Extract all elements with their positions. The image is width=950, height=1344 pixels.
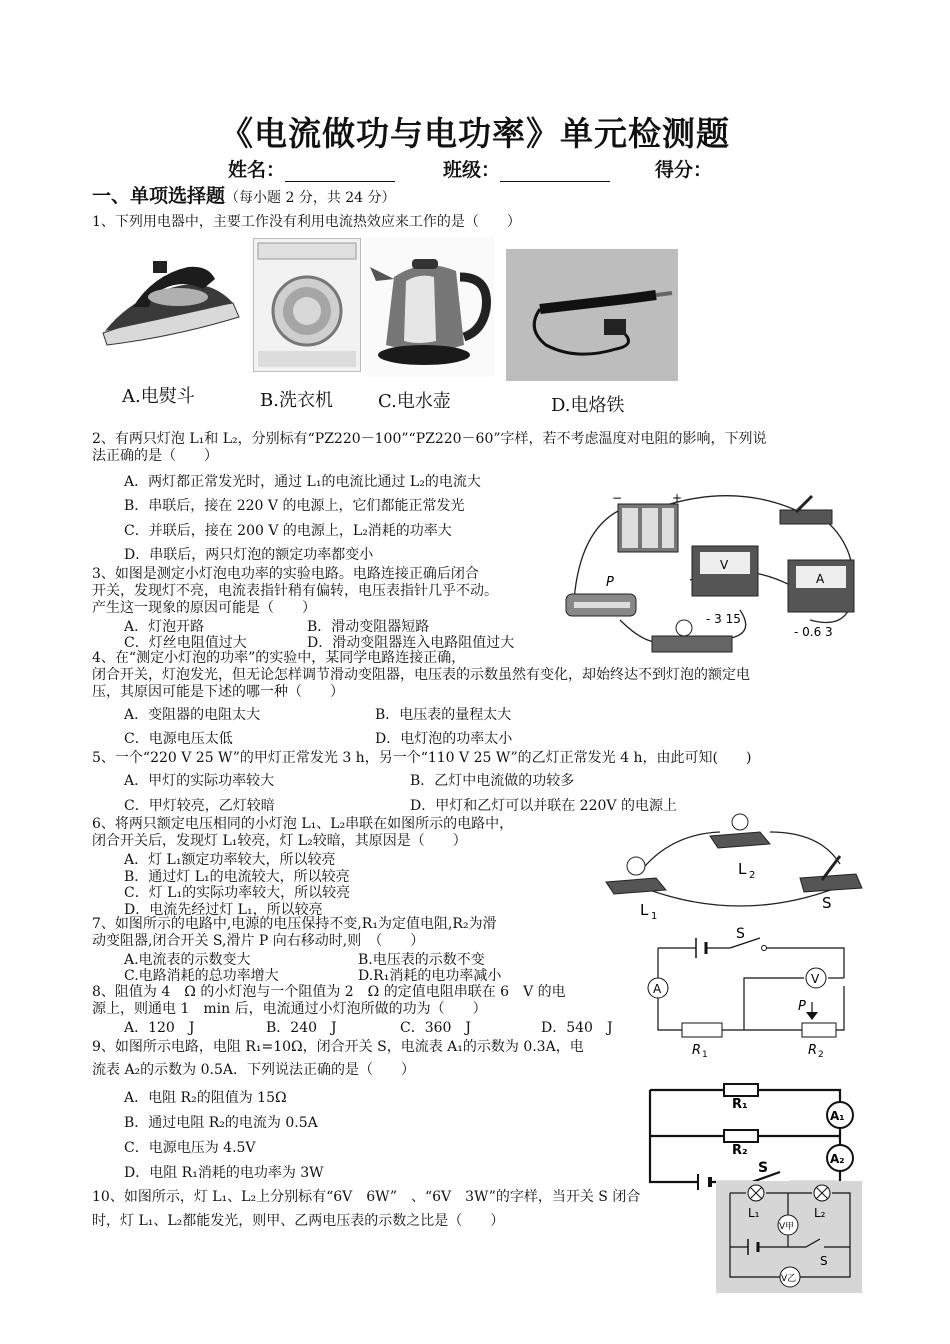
q6-stem-line1: 6、将两只额定电压相同的小灯泡 L₁、L₂串联在如图所示的电路中， bbox=[92, 816, 514, 832]
kettle-image bbox=[364, 237, 494, 377]
q9-r2-label: R₂ bbox=[732, 1143, 748, 1158]
q3-stem-line3: 产生这一现象的原因可能是（ ） bbox=[92, 600, 316, 616]
page-title: 《电流做功与电功率》单元检测题 bbox=[220, 114, 730, 153]
q1-caption-d: D.电烙铁 bbox=[551, 395, 625, 416]
q3-option-b[interactable]: B．滑动变阻器短路 bbox=[307, 619, 430, 635]
q5-stem: 5、一个“220 V 25 W”的甲灯正常发光 3 h，另一个“110 V 25 W”的乙灯正常发光 4 h，由此可知( ) bbox=[92, 750, 752, 766]
q6-option-c[interactable]: C．灯 L₁的实际功率较大，所以较亮 bbox=[124, 885, 351, 901]
q9-r1-label: R₁ bbox=[732, 1097, 748, 1112]
q7-stem-line2: 动变阻器,闭合开关 S,滑片 P 向右移动时,则 （ ） bbox=[92, 933, 425, 949]
q8-option-a[interactable]: A．120 J bbox=[124, 1020, 195, 1036]
q4-option-b[interactable]: B．电压表的量程太大 bbox=[375, 707, 512, 723]
q9-circuit-figure bbox=[640, 1082, 862, 1192]
q7-option-b[interactable]: B.电压表的示数不变 bbox=[358, 952, 485, 968]
q7-slider-label: P bbox=[798, 999, 806, 1014]
q7-ammeter-label: A bbox=[653, 982, 662, 996]
q3-amp-terminals: - 0.6 3 bbox=[794, 625, 833, 639]
q9-option-c[interactable]: C．电源电压为 4.5V bbox=[124, 1140, 256, 1156]
q7-r1-sub: 1 bbox=[702, 1050, 708, 1060]
q7-stem-line1: 7、如图所示的电路中,电源的电压保持不变,R₁为定值电阻,R₂为滑 bbox=[92, 916, 497, 932]
q9-stem-line1: 9、如图所示电路，电阻 R₁=10Ω，闭合开关 S，电流表 A₁的示数为 0.3A，电 bbox=[92, 1039, 584, 1055]
q10-vyi-label: V乙 bbox=[781, 1274, 797, 1284]
section-note: （每小题 2 分，共 24 分） bbox=[225, 190, 396, 206]
q10-vjia-label: V甲 bbox=[779, 1222, 795, 1232]
q9-a1-label: A₁ bbox=[830, 1109, 845, 1123]
q5-option-b[interactable]: B．乙灯中电流做的功较多 bbox=[410, 773, 575, 789]
name-label: 姓名： bbox=[228, 159, 286, 181]
q2-stem-line1: 2、有两只灯泡 L₁和 L₂，分别标有“PZ220－100”“PZ220－60”字样，若不考虑温度对电阻的影响，下列说 bbox=[92, 431, 767, 447]
svg-text:+: + bbox=[672, 491, 683, 505]
class-blank[interactable] bbox=[500, 163, 610, 182]
q2-option-b[interactable]: B．串联后，接在 220 V 的电源上，它们都能正常发光 bbox=[124, 498, 465, 514]
name-field[interactable] bbox=[228, 155, 395, 182]
q1-caption-c: C.电水壶 bbox=[378, 391, 451, 412]
iron-image bbox=[93, 245, 243, 355]
q1-caption-a: A.电熨斗 bbox=[122, 386, 195, 407]
q7-option-d[interactable]: D.R₁消耗的电功率减小 bbox=[358, 968, 502, 984]
q9-a2-label: A₂ bbox=[830, 1152, 845, 1166]
score-label: 得分： bbox=[655, 159, 713, 181]
q6-option-b[interactable]: B．通过灯 L₁的电流较大，所以较亮 bbox=[124, 869, 350, 885]
q4-stem-line2: 闭合开关，灯泡发光，但无论怎样调节滑动变阻器，电压表的示数虽然有变化，却始终达不到灯泡的额定电 bbox=[92, 667, 750, 683]
q10-circuit-figure bbox=[716, 1181, 862, 1293]
q8-stem-line2: 源上，则通电 1 min 后，电流通过小灯泡所做的功为（ ） bbox=[92, 1001, 487, 1017]
svg-text:−: − bbox=[612, 491, 623, 505]
q8-option-c[interactable]: C．360 J bbox=[400, 1020, 472, 1036]
q2-option-a[interactable]: A．两灯都正常发光时，通过 L₁的电流比通过 L₂的电流大 bbox=[124, 474, 481, 490]
q9-stem-line2: 流表 A₂的示数为 0.5A．下列说法正确的是（ ） bbox=[92, 1062, 415, 1078]
section-title: 一、单项选择题 bbox=[92, 185, 226, 207]
q2-option-c[interactable]: C．并联后，接在 200 V 的电源上，L₂消耗的功率大 bbox=[124, 523, 452, 539]
q10-stem-line1: 10、如图所示，灯 L₁、L₂上分别标有“6V 6W” 、“6V 3W”的字样，当开关 S 闭合 bbox=[92, 1189, 641, 1205]
q7-r1-label: R bbox=[692, 1043, 702, 1058]
q4-stem-line1: 4、在“测定小灯泡的功率”的实验中，某同学电路连接正确， bbox=[92, 650, 466, 666]
q3-slider-label: P bbox=[606, 575, 614, 590]
q1-stem: 1、下列用电器中，主要工作没有利用电流热效应来工作的是（ ） bbox=[92, 214, 521, 230]
q6-option-a[interactable]: A．灯 L₁额定功率较大，所以较亮 bbox=[124, 852, 336, 868]
soldering-iron-image bbox=[506, 249, 678, 381]
q10-switch-label: S bbox=[820, 1254, 828, 1268]
q8-option-b[interactable]: B．240 J bbox=[266, 1020, 337, 1036]
q2-option-d[interactable]: D．串联后，两只灯泡的额定功率都变小 bbox=[124, 547, 374, 563]
q3-option-c[interactable]: C．灯丝电阻值过大 bbox=[124, 635, 247, 651]
q6-stem-line2: 闭合开关后，发现灯 L₁较亮，灯 L₂较暗，其原因是（ ） bbox=[92, 833, 467, 849]
q10-stem-line2: 时，灯 L₁、L₂都能发光，则甲、乙两电压表的示数之比是（ ） bbox=[92, 1213, 505, 1229]
q10-l1-label: L₁ bbox=[748, 1206, 760, 1220]
q2-stem-line2: 法正确的是（ ） bbox=[92, 448, 218, 464]
q4-option-d[interactable]: D．电灯泡的功率太小 bbox=[375, 731, 513, 747]
q10-l2-label: L₂ bbox=[814, 1206, 826, 1220]
class-field[interactable] bbox=[443, 155, 610, 182]
q7-circuit-figure bbox=[640, 926, 860, 1060]
q5-option-d[interactable]: D．甲灯和乙灯可以并联在 220V 的电源上 bbox=[410, 798, 677, 814]
q6-circuit-figure bbox=[600, 814, 870, 924]
q9-switch-label: S bbox=[758, 1160, 769, 1176]
q3-option-d[interactable]: D．滑动变阻器连入电路阻值过大 bbox=[307, 635, 515, 651]
q3-circuit-figure bbox=[560, 490, 870, 660]
svg-text:V: V bbox=[720, 558, 729, 572]
q6-l1-sub: 1 bbox=[651, 911, 658, 922]
q8-stem-line1: 8、阻值为 4 Ω 的小灯泡与一个阻值为 2 Ω 的定值电阻串联在 6 V 的电 bbox=[92, 984, 566, 1000]
q4-option-a[interactable]: A．变阻器的电阻太大 bbox=[124, 707, 261, 723]
q7-r2-label: R bbox=[808, 1043, 818, 1058]
q7-option-a[interactable]: A.电流表的示数变大 bbox=[124, 952, 251, 968]
q9-option-d[interactable]: D．电阻 R₁消耗的电功率为 3W bbox=[124, 1165, 324, 1181]
washing-machine-image bbox=[253, 238, 361, 372]
q6-l2-label: L bbox=[738, 860, 747, 878]
q7-switch-label: S bbox=[736, 926, 745, 942]
q4-stem-line3: 压，其原因可能是下述的哪一种（ ） bbox=[92, 684, 344, 700]
q4-option-c[interactable]: C．电源电压太低 bbox=[124, 731, 233, 747]
name-blank[interactable] bbox=[285, 163, 395, 182]
q5-option-c[interactable]: C．甲灯较亮，乙灯较暗 bbox=[124, 798, 275, 814]
q3-option-a[interactable]: A．灯泡开路 bbox=[124, 619, 205, 635]
q7-voltmeter-label: V bbox=[811, 972, 820, 986]
q6-switch-label: S bbox=[822, 894, 832, 912]
q5-option-a[interactable]: A．甲灯的实际功率较大 bbox=[124, 773, 275, 789]
q7-r2-sub: 2 bbox=[818, 1050, 824, 1060]
q3-stem-line1: 3、如图是测定小灯泡电功率的实验电路。电路连接正确后闭合 bbox=[92, 566, 479, 582]
svg-text:A: A bbox=[816, 572, 825, 586]
class-label: 班级： bbox=[443, 159, 501, 181]
q6-option-d[interactable]: D．电流先经过灯 L₁，所以较亮 bbox=[124, 902, 323, 918]
q7-option-c[interactable]: C.电路消耗的总功率增大 bbox=[124, 968, 279, 984]
q3-stem-line2: 开关，发现灯不亮，电流表指针稍有偏转，电压表指针几乎不动。 bbox=[92, 583, 498, 599]
q6-l1-label: L bbox=[640, 901, 649, 919]
q6-l2-sub: 2 bbox=[749, 870, 756, 881]
q1-caption-b: B.洗衣机 bbox=[260, 390, 333, 411]
q8-option-d[interactable]: D．540 J bbox=[541, 1020, 613, 1036]
q9-option-b[interactable]: B．通过电阻 R₂的电流为 0.5A bbox=[124, 1115, 318, 1131]
section-heading bbox=[92, 181, 396, 208]
q3-volt-terminals: - 3 15 bbox=[706, 612, 741, 626]
q9-option-a[interactable]: A．电阻 R₂的阻值为 15Ω bbox=[124, 1090, 287, 1106]
